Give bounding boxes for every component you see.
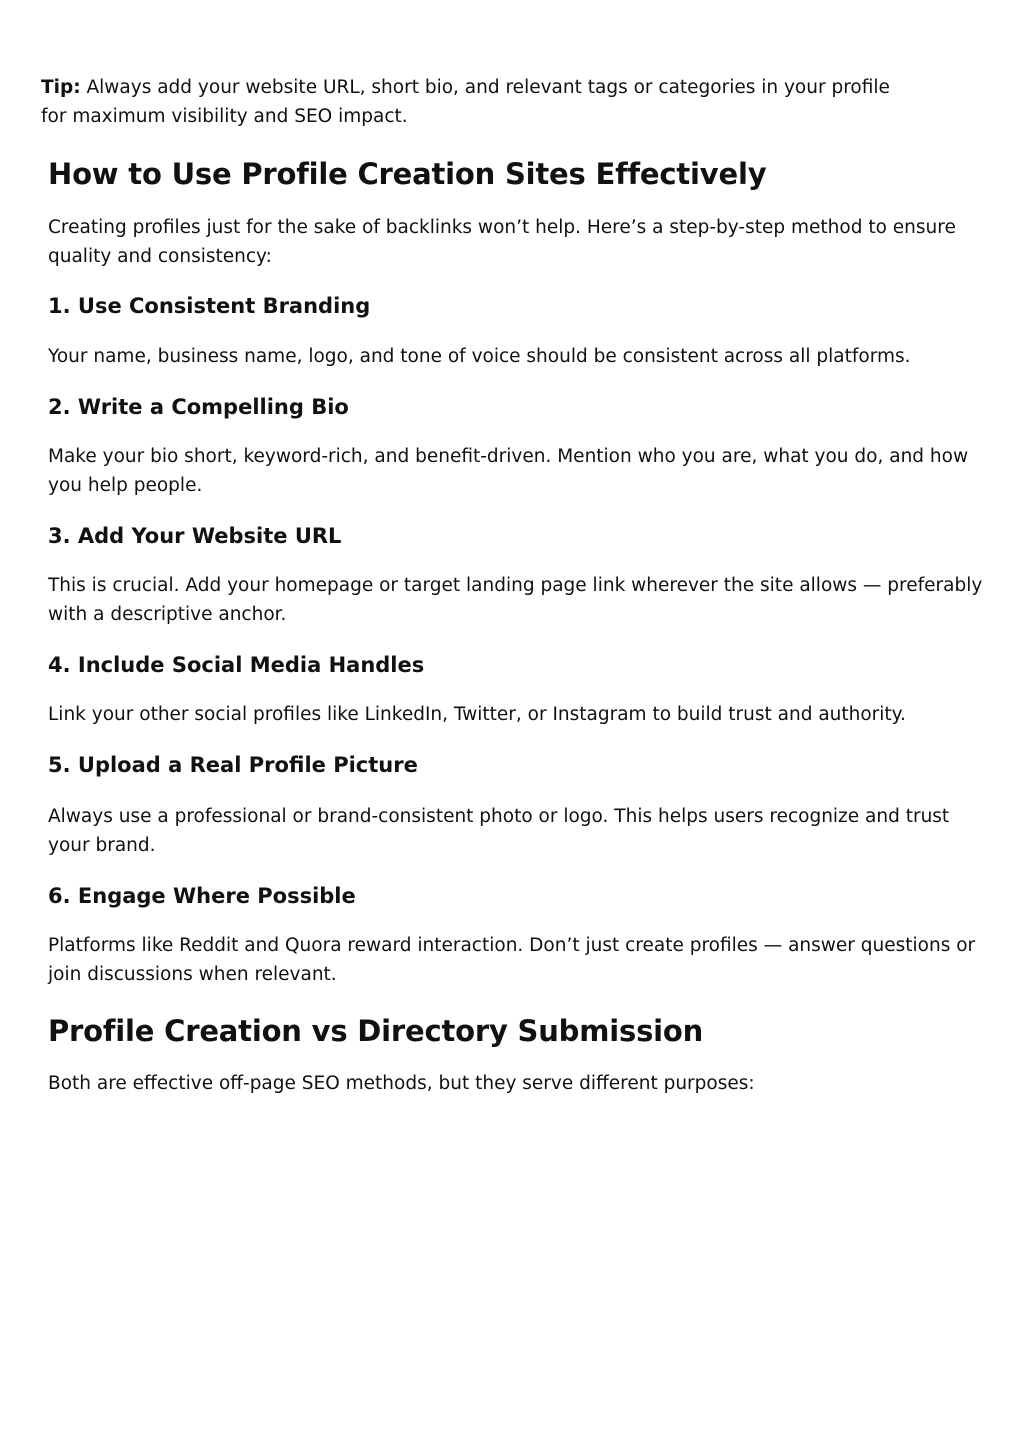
step-2-title: 2. Write a Compelling Bio	[48, 395, 349, 419]
step-3-title: 3. Add Your Website URL	[48, 524, 342, 548]
tip-paragraph	[41, 74, 921, 131]
step-1-body: Your name, business name, logo, and tone of voice should be consistent across all platforms.	[48, 346, 911, 367]
step-6-title: 6. Engage Where Possible	[48, 884, 356, 908]
step-1-title: 1. Use Consistent Branding	[48, 294, 371, 318]
step-5-body: Always use a professional or brand-consistent photo or logo. This helps users recognize and trust your brand.	[48, 806, 950, 856]
tip-text: Always add your website URL, short bio, and relevant tags or categories in your profile for maximum visibility and SEO impact.	[41, 77, 890, 127]
section-heading-how-to-use: How to Use Profile Creation Sites Effectively	[48, 157, 767, 191]
step-4-title: 4. Include Social Media Handles	[48, 653, 425, 677]
step-5-title: 5. Upload a Real Profile Picture	[48, 753, 418, 777]
comparison-intro: Both are effective off-page SEO methods, but they serve different purposes:	[48, 1073, 755, 1094]
step-2-body: Make your bio short, keyword-rich, and benefit-driven. Mention who you are, what you do, and how you help people.	[48, 446, 969, 496]
step-6-body: Platforms like Reddit and Quora reward interaction. Don’t just create profiles — answer questions or join discussions when relevant.	[48, 935, 976, 985]
tip-label: Tip:	[41, 77, 81, 98]
section-heading-comparison: Profile Creation vs Directory Submission	[48, 1014, 704, 1048]
section-intro: Creating profiles just for the sake of backlinks won’t help. Here’s a step-by-step method to ensure quality and consistency:	[48, 217, 956, 267]
step-4-body: Link your other social profiles like LinkedIn, Twitter, or Instagram to build trust and authority.	[48, 704, 906, 725]
step-3-body: This is crucial. Add your homepage or target landing page link wherever the site allows — preferably with a descriptive anchor.	[48, 575, 983, 625]
